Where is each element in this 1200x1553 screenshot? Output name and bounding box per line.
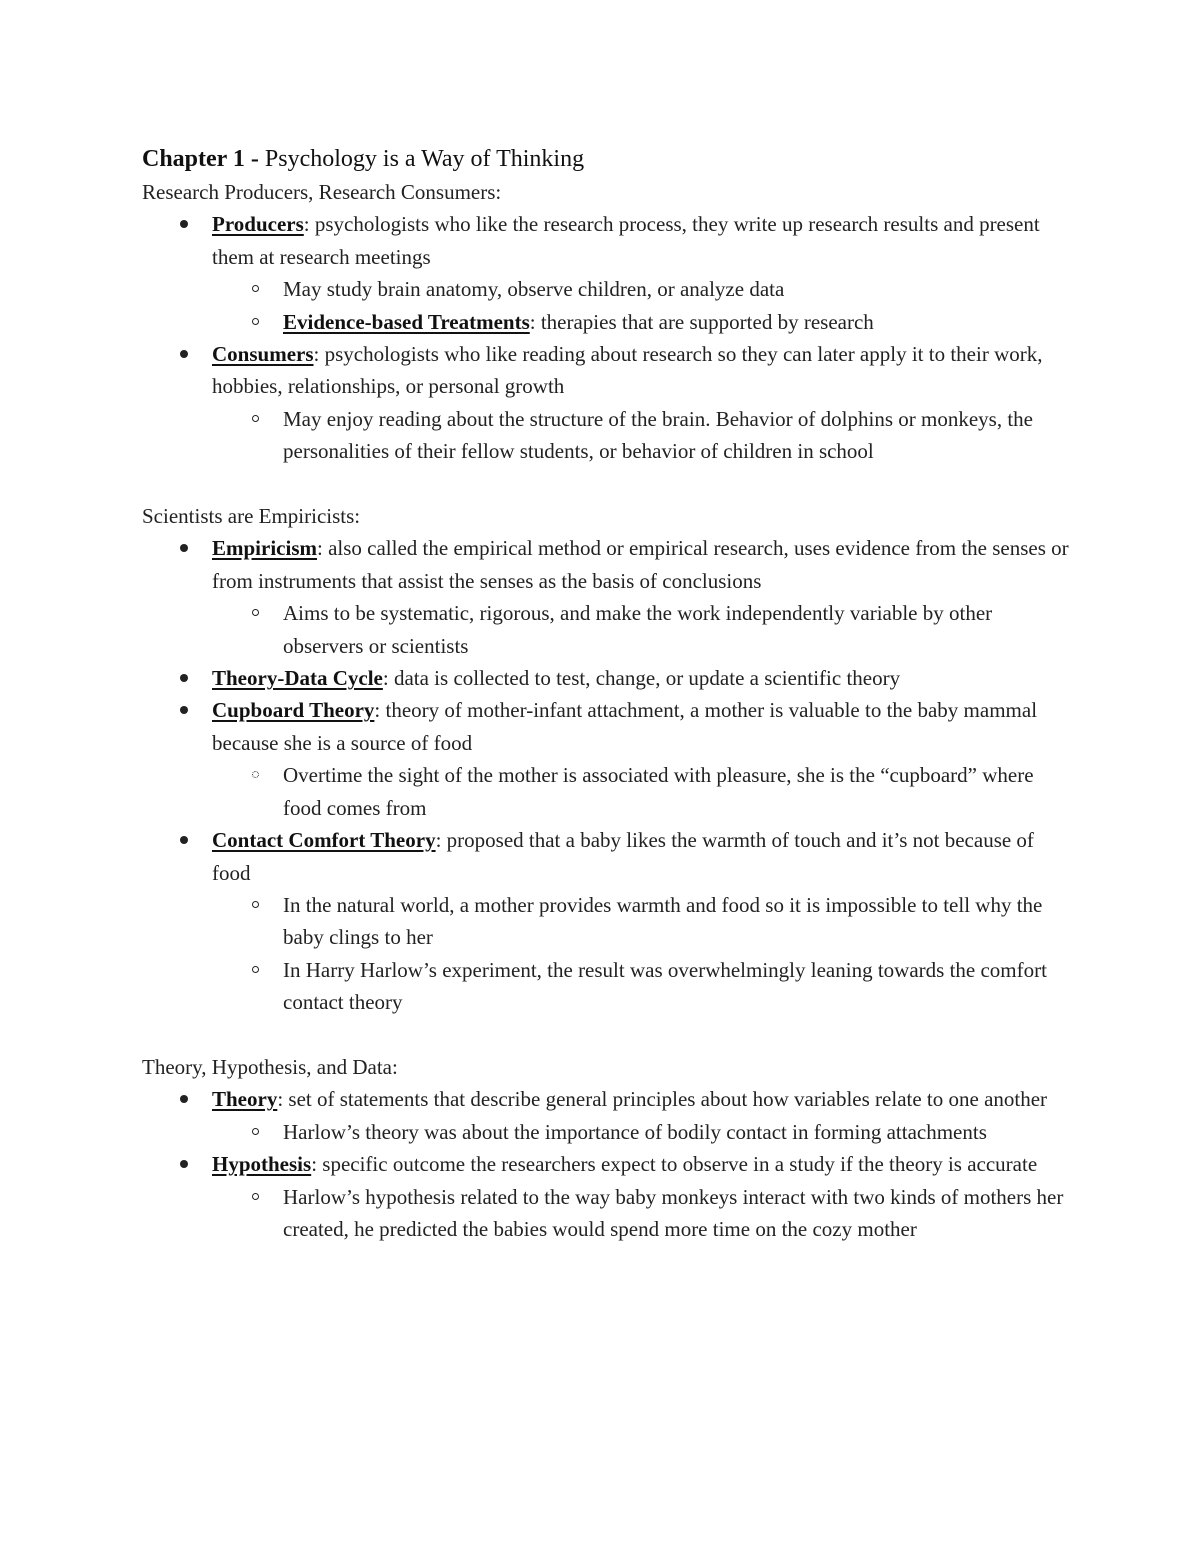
sub-item-text: In Harry Harlow’s experiment, the result was overwhelmingly leaning towards the comfort contact theory xyxy=(283,957,1047,1015)
definition: : specific outcome the researchers expect to observe in a study if the theory is accurate xyxy=(311,1152,1038,1177)
section-heading: Scientists are Empiricists: xyxy=(142,504,361,529)
list-item xyxy=(212,338,1072,468)
sub-item-text: Harlow’s theory was about the importance of bodily contact in forming attachments xyxy=(283,1119,987,1144)
term: Evidence-based Treatments xyxy=(283,309,530,334)
section-spacer xyxy=(142,1019,1072,1051)
term: Theory xyxy=(212,1087,278,1112)
definition: : theory of mother-infant attachment, a mother is valuable to the baby mammal because she is a source of food xyxy=(212,698,1038,755)
sub-list xyxy=(212,1116,1072,1148)
section-heading: Theory, Hypothesis, and Data: xyxy=(142,1054,398,1079)
sub-item-text: Overtime the sight of the mother is associated with pleasure, she is the “cupboard” where food comes from xyxy=(283,763,1034,820)
section-heading: Research Producers, Research Consumers: xyxy=(142,180,502,204)
sub-list xyxy=(212,403,1072,468)
definition: : also called the empirical method or empirical research, uses evidence from the senses or from instruments that assist the senses as the basis of conclusions xyxy=(212,536,1069,593)
term: Theory-Data Cycle xyxy=(212,666,383,691)
sub-list-item xyxy=(283,403,1072,468)
term: Hypothesis xyxy=(212,1152,312,1177)
sub-list-item xyxy=(283,889,1072,954)
sub-list xyxy=(212,1181,1072,1246)
sub-item-text: May study brain anatomy, observe children, or analyze data xyxy=(283,277,785,302)
term: Consumers xyxy=(212,342,314,367)
sub-list-item xyxy=(283,1181,1072,1246)
chapter-label: Chapter 1 - xyxy=(142,146,259,172)
section-spacer xyxy=(142,468,1072,500)
sub-item-text: May enjoy reading about the structure of the brain. Behavior of dolphins or monkeys, the personalities of their fellow students, or behavior of children in school xyxy=(283,406,1033,464)
sub-list-item xyxy=(283,759,1072,824)
bullet-list xyxy=(142,1083,1072,1245)
sub-list-item xyxy=(283,306,1072,338)
list-item xyxy=(212,694,1072,824)
definition: : psychologists who like reading about research so they can later apply it to their work, hobbies, relationships, or personal growth xyxy=(212,342,1043,399)
bullet-list xyxy=(142,532,1072,1018)
sub-list-item xyxy=(283,1116,1072,1148)
sub-item-text: In the natural world, a mother provides warmth and food so it is impossible to tell why the baby clings to her xyxy=(283,892,1043,950)
chapter-title: Psychology is a Way of Thinking xyxy=(258,146,585,172)
definition: : psychologists who like the research process, they write up research results and present them at research meetings xyxy=(212,212,1040,269)
sub-list-item xyxy=(283,597,1072,662)
list-item xyxy=(212,208,1072,338)
sub-list-item xyxy=(283,273,1072,305)
list-item xyxy=(212,662,1072,694)
page-title xyxy=(142,142,1072,176)
definition: : data is collected to test, change, or update a scientific theory xyxy=(382,666,901,691)
sub-list xyxy=(212,759,1072,824)
term: Empiricism xyxy=(212,536,317,561)
list-item xyxy=(212,1083,1072,1148)
sub-item-text: Aims to be systematic, rigorous, and make the work independently variable by other observers or scientists xyxy=(283,601,993,658)
list-item xyxy=(212,1148,1072,1245)
term: Producers xyxy=(212,212,304,237)
bullet-list xyxy=(142,208,1072,467)
list-item xyxy=(212,532,1072,662)
list-item xyxy=(212,824,1072,1018)
sub-item-text: : therapies that are supported by research xyxy=(529,309,874,334)
term: Cupboard Theory xyxy=(212,698,375,723)
definition: : set of statements that describe general principles about how variables relate to one another xyxy=(277,1087,1048,1112)
sub-list xyxy=(212,597,1072,662)
term: Contact Comfort Theory xyxy=(212,828,436,853)
sub-list xyxy=(212,889,1072,1019)
sub-list-item xyxy=(283,954,1072,1019)
document-page xyxy=(142,142,1072,1245)
sub-list xyxy=(212,273,1072,338)
definition: : proposed that a baby likes the warmth of touch and it’s not because of food xyxy=(212,828,1034,885)
sub-item-text: Harlow’s hypothesis related to the way baby monkeys interact with two kinds of mothers her created, he predicted the babies would spend more time on the cozy mother xyxy=(283,1184,1064,1241)
